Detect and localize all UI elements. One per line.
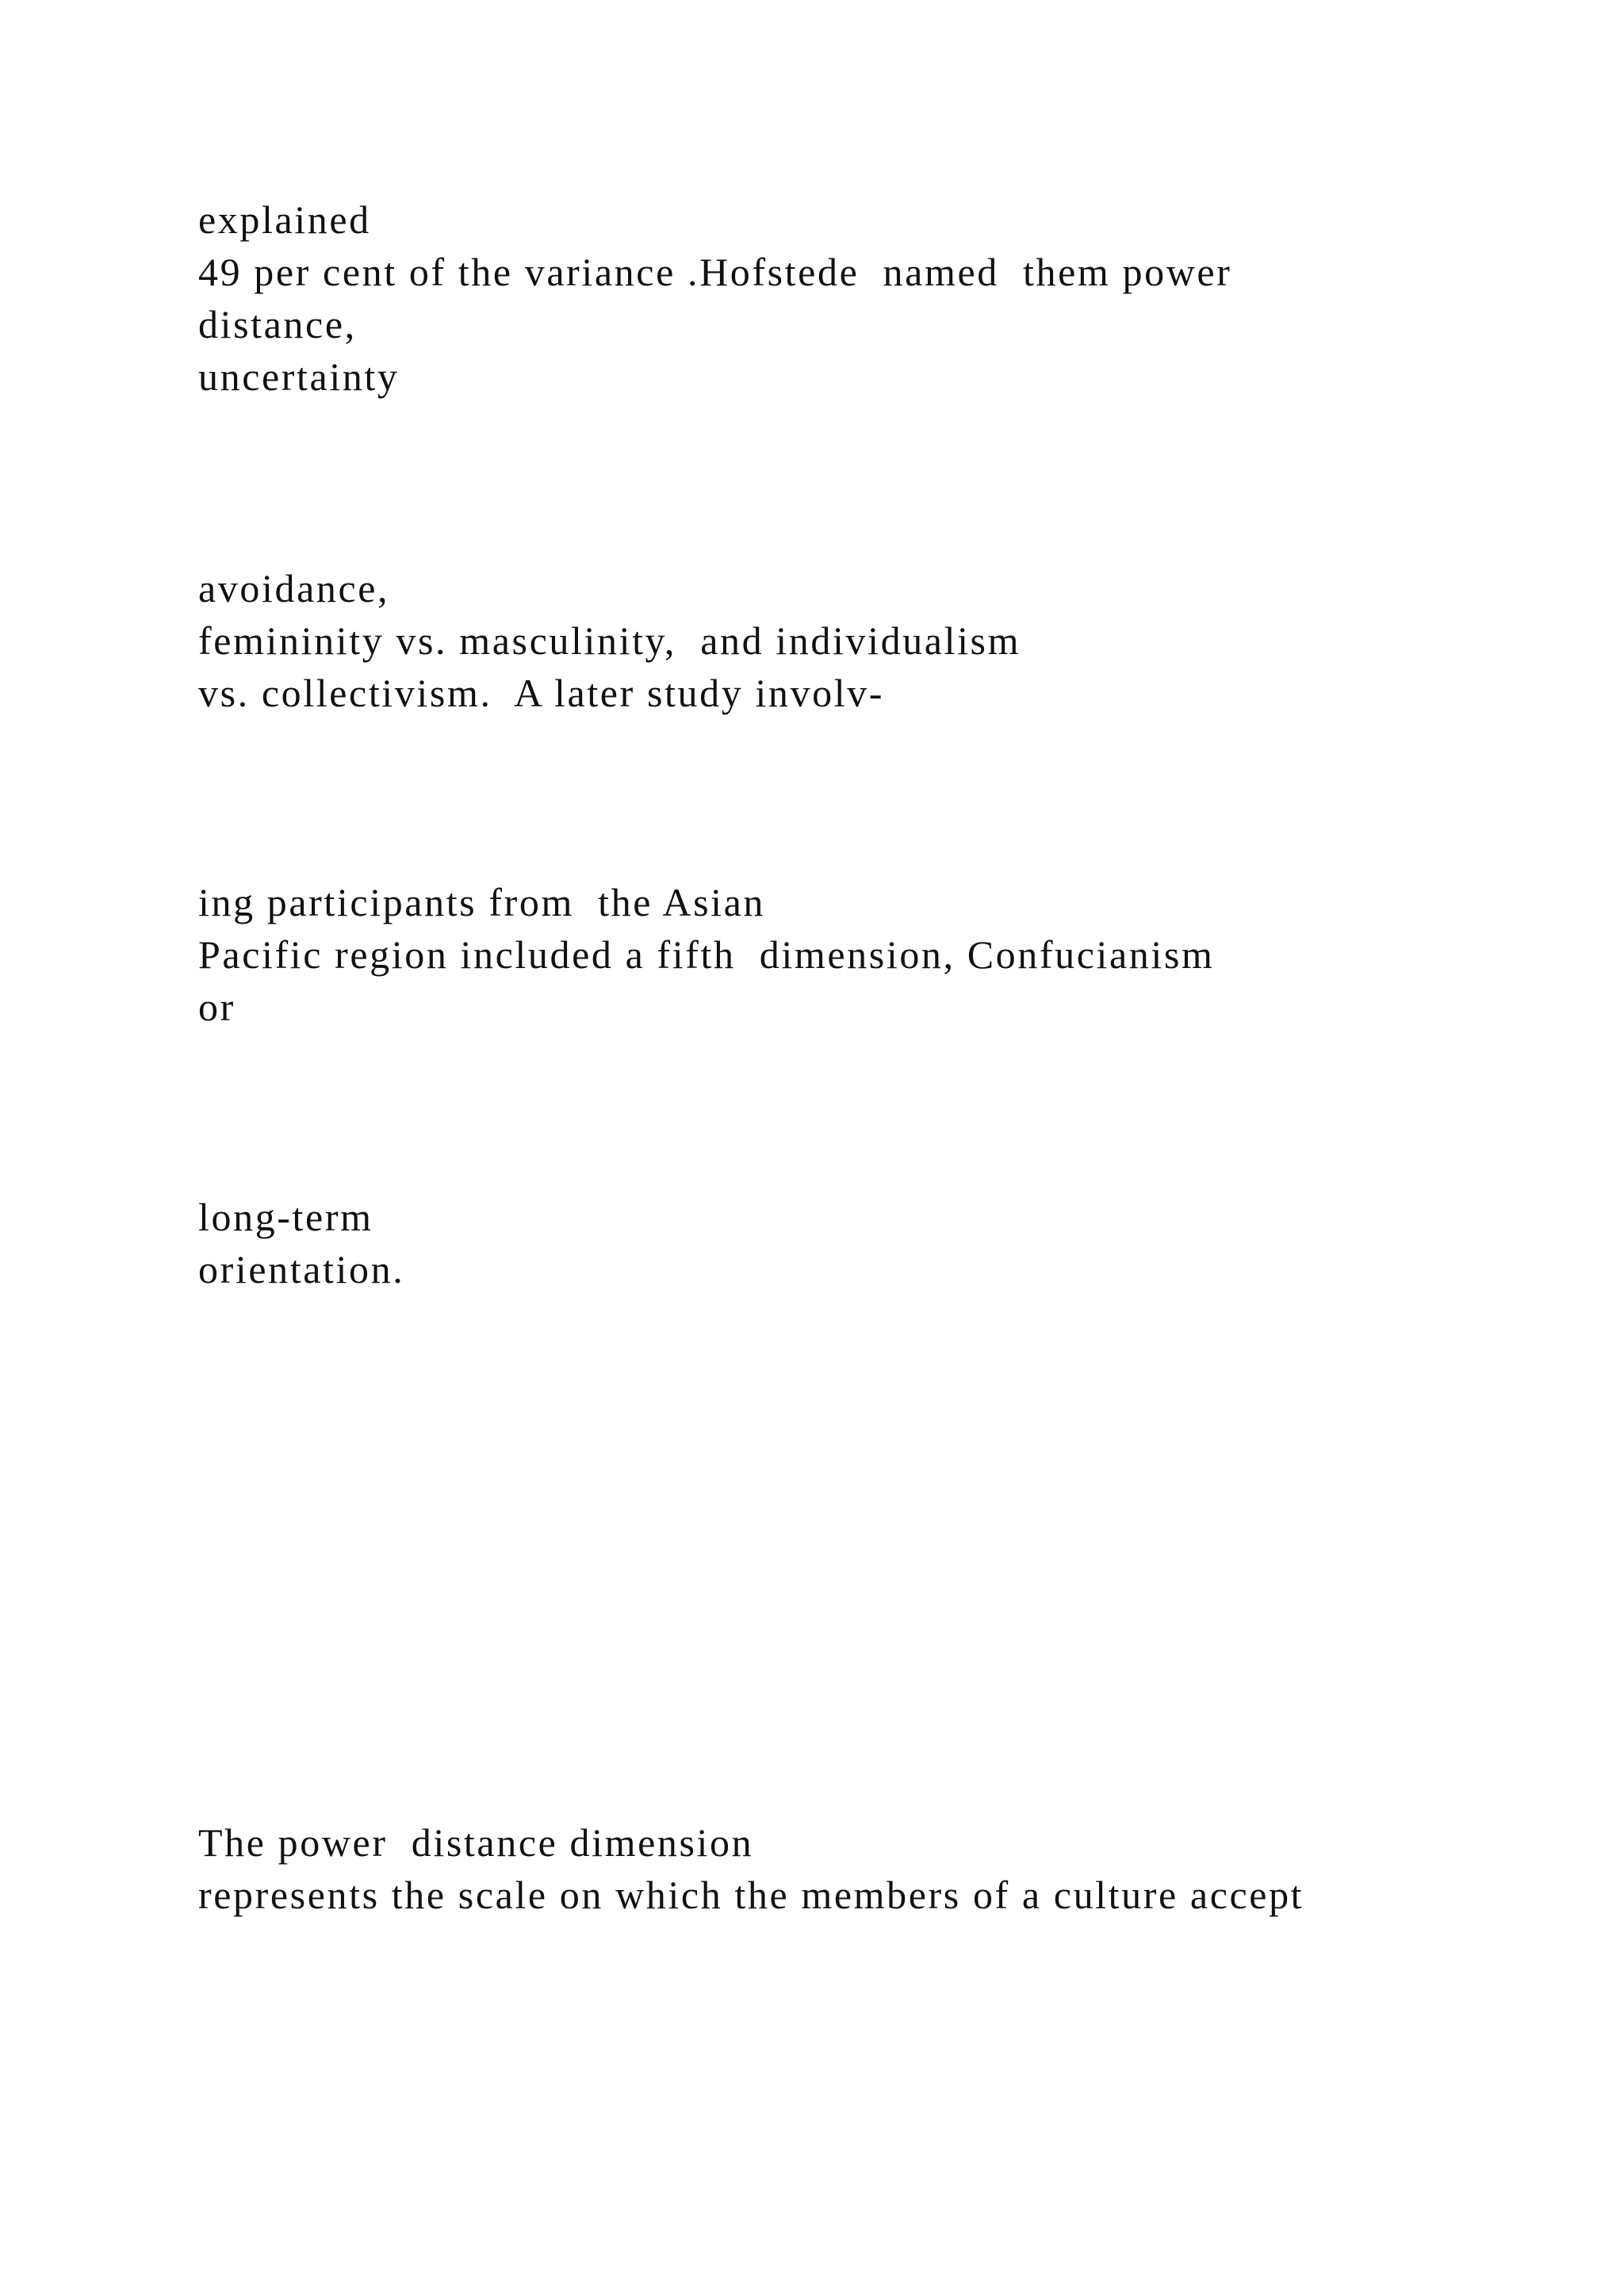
text-line: represents the scale on which the members of a culture accept: [198, 1873, 1304, 1917]
text-line: The power distance dimension: [198, 1820, 754, 1865]
text-line: distance,: [198, 302, 357, 346]
text-line: orientation.: [198, 1247, 405, 1292]
text-block: [198, 1191, 1546, 1295]
text-line: ing participants from the Asian: [198, 880, 766, 924]
text-line: Pacific region included a fifth dimension, Confucianism: [198, 932, 1215, 977]
text-line: femininity vs. masculinity, and individualism: [198, 618, 1021, 663]
text-block: [198, 193, 1546, 403]
text-line: vs. collectivism. A later study involv-: [198, 671, 885, 715]
text-line: long-term: [198, 1195, 373, 1239]
text-block: [198, 562, 1546, 719]
text-block: [198, 876, 1546, 1033]
text-line: avoidance,: [198, 566, 390, 610]
text-line: explained: [198, 197, 371, 242]
text-line: uncertainty: [198, 354, 400, 399]
text-line: or: [198, 985, 236, 1029]
text-line: 49 per cent of the variance .Hofstede named them power: [198, 250, 1232, 294]
text-block: [198, 1816, 1546, 1921]
